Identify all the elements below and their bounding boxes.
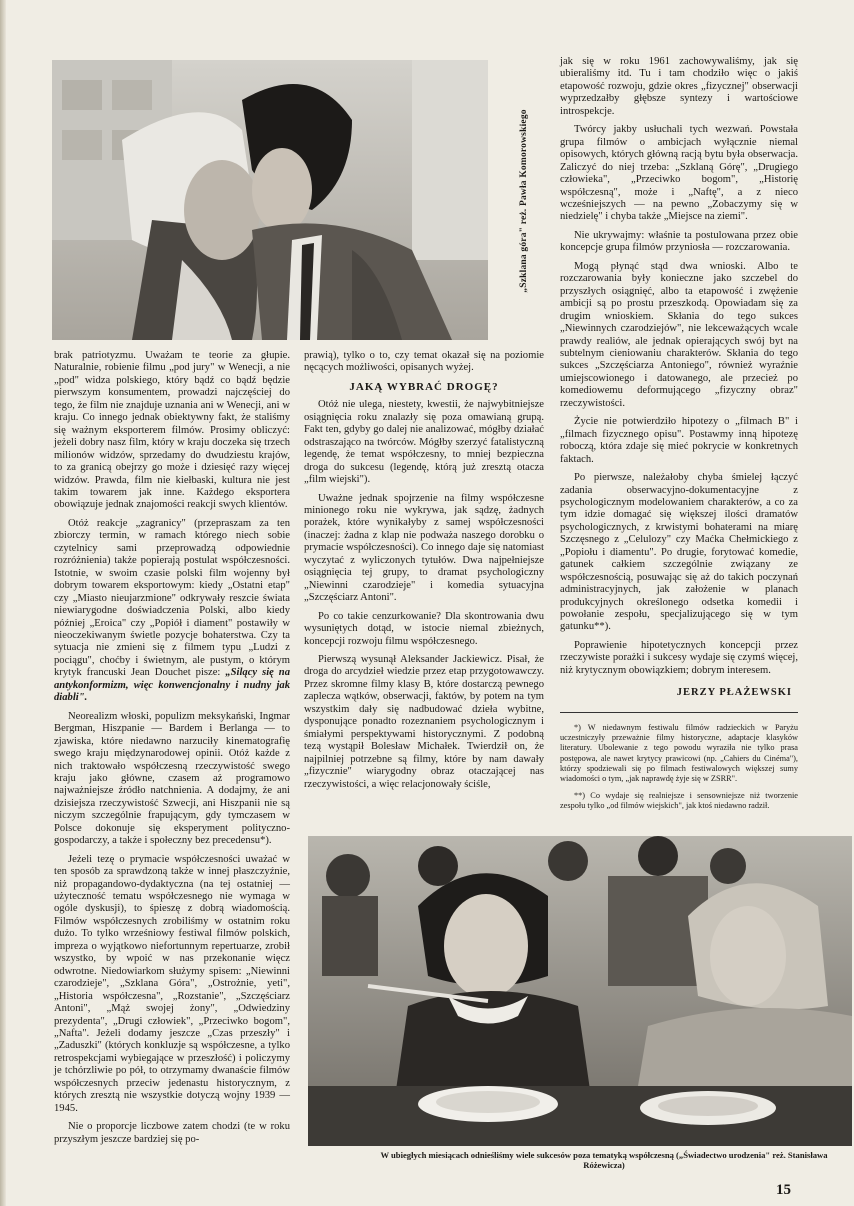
footnote-divider <box>560 712 798 713</box>
paragraph: prawią), tylko o to, czy temat okazał się na poziomie nęcących możliwości, opisanych wyżej. <box>304 350 544 374</box>
article-column-3 <box>560 56 798 817</box>
photo-bottom-caption: W ubiegłych miesiącach odnieśliśmy wiele sukcesów poza tematyką współczesną („Świadectwo urodzenia" reż. Stanisława Różewicza) <box>380 1150 828 1170</box>
quote: „Silący się na antykonformizm, więc konwencjonalny i nudny jak diabli". <box>54 667 290 704</box>
paragraph: Uważne jednak spojrzenie na filmy współczesne minionego roku nie wykrywa, jak sądzę, żadnych porażek, które wynikałyby z samej współczesności (inaczej: żadna z klap nie podważa naszego dorobku o prymacie współczesności). Co innego daje się natomiast wyczytać z wyliczonych tytułów. Dwa najpełniejsze osiągnięcia tej grupy, to dramat psychologiczny „Niewinni czarodzieje" i komedia sytuacyjna „Szczęściarz Antoni". <box>304 492 544 604</box>
paragraph: Nie o proporcje liczbowe zatem chodzi (te w roku przyszłym jeszcze bardziej się po- <box>54 1121 290 1145</box>
paragraph: Twórcy jakby usłuchali tych wezwań. Powstała grupa filmów o ambicjach wyłącznie niemal opisowych, których główną racją bytu była obserwacja. Zaliczyć do niej trzeba: „Szklaną Górę", „Drugiego człowieka", „Przeciwko bogom", „Historię współczesną", może i „Naftę", a z nieco wcześniejszych — na pewno „Zobaczymy się w niedzielę" i chyba także „Miejsce na ziemi". <box>560 124 798 223</box>
author-signature: JERZY PŁAŻEWSKI <box>676 687 792 699</box>
paragraph: Mogą płynąć stąd dwa wnioski. Albo te rozczarowania były konieczne jako szczebel do przyszłych osiągnięć, albo ta etapowość i zwężenie ambicji są po prostu przeszkodą. Opowiadam się za drugim wnioskiem. Skłania do tego sukces „Niewinnych czarodziejów", nie lekceważących wcale prawdy realiów, ale jednak opierających swój byt na subtelnym cieniowaniu charakterów. Skłania do tego sukces „Szczęściarza Antoniego", również wyraźnie umiejscowionego i datowanego, ale przecież po komediowemu deformującego „fizyczny obraz" rzeczywistości. <box>560 260 798 409</box>
photo-top-caption: „Szklana góra" reż. Pawła Komorowskiego <box>519 109 529 293</box>
paragraph: Po pierwsze, należałoby chyba śmielej łączyć zadania obserwacyjno-dokumentacyjne z psychologicznym modelowaniem charakterów, a co za tym idzie domagać się większej ilości dramatów psychologicznych, z krwistymi bohaterami na miarę Szczęsnego z „Celulozy" czy Maćka Chełmickiego z „Popiołu i diamentu". Po drugie, forytować komedie, gatunek całkiem szczególnie związany ze współczesnością, posuwając się aż do takich poczynań administracyjnych, jak założenie w planach produkcyjnych określonego odsetka komedii i powołanie zespołu, specjalizującego się w tym gatunku**). <box>560 472 798 633</box>
paragraph: brak patriotyzmu. Uważam te teorie za głupie. Naturalnie, robienie filmu „pod jury" w Wenecji, a nie „pod" widza polskiego, który bądź co bądź będzie pierwszym konsumentem, prowadzi najczęściej do tego, że film nie znajduje uznania ani w Wenecji, ani w kraju. Co innego jednak obiektywny fakt, że staliśmy się ważnym eksporterem filmów. Prosimy obliczyć: jeżeli dobry nasz film, który w kraju doczeka się trzech milionów widzów, sprzedamy do dwudziestu krajów, to za granicą obejrzy go może i dziesięć razy więcej widzów. Prawda, film nie kiełbaski, kultura nie jest takim towarem jak inne. Każdego eksportera obowiązuje jednak znajomości reakcji swych klientów. <box>54 350 290 511</box>
paragraph: Otóż reakcje „zagranicy" (przepraszam za ten zbiorczy termin, w ramach którego niech sobie czytelnicy sami przeprowadzą odpowiednie rozróżnienia) także popierają postulat współczesności. Istotnie, w swoim czasie polski film wojenny był dobrym towarem eksportowym: kiedy „Ostatni etap" czy „Miasto nieujarzmione" odkrywały reszcie świata niewiarygodne doświadczenia Polski, albo kiedy później „Eroica" czy „Popiół i diament" postawiły w nieoczekiwanym świetle pozycje bohaterstwa. Czy ta sytuacja nie zmieni się z filmem typu „Ludzi z pociągu", choćby i świetnym, ale pustym, o którym krytyk francuski Jean Douchet pisze: „Silący się na antykonformizm, więc konwencjonalny i nudny jak diabli". <box>54 517 290 704</box>
article-column-1 <box>54 350 290 1152</box>
paragraph: Poprawienie hipotetycznych koncepcji przez rzeczywiste porażki i sukcesy wydaje się czymś więcej, niż krytycznym obowiązkiem; dobrym interesem. <box>560 639 798 676</box>
article-column-2 <box>304 350 544 797</box>
footnote: *) W niedawnym festiwalu filmów radzieckich w Paryżu uczestniczyły przeważnie filmy historyczne, adaptacje klasyków literatury. Ubolewanie z tego powodu wyraziła nie tylko prasa postępowa, ale nawet krytycy prawicowi (np. „Cahiers du Cinéma"), którzy spodziewali się po filmach festiwalowych większej sumy wiadomości o tym, „jak naprawdę żyje się w ZSRR". <box>560 722 798 784</box>
page-edge <box>0 0 6 1206</box>
paragraph: Pierwszą wysunął Aleksander Jackiewicz. Pisał, że droga do arcydzieł wiedzie przez etap przygotowawczy. Przez skromne filmy klasy B, które dostarczą pewnego zaplecza wątków, obserwacji, faktów, by potem na tym wszystkim dały się nadbudować dzieła wybitne, dysponujące ponadto rozeznaniem psychologicznym i śmiałymi perspektywami historycznymi. Z podobną tezą wystąpił Bolesław Michałek. Twierdził on, że najpilniej potrzebne są filmy, które by nam dawały „fizycznie" wiarygodny obraz otaczającej nas rzeczywistości, a więc relacjonowały ściśle, <box>304 653 544 790</box>
paragraph: Życie nie potwierdziło hipotezy o „filmach B" i „filmach fizycznego opisu". Postawmy inną hipotezę roboczą, która zdaje się mieć pokrycie w konkretnych faktach. <box>560 416 798 465</box>
paragraph: jak się w roku 1961 zachowywaliśmy, jak się ubieraliśmy itd. Tu i tam chodziło więc o jakiś etapowość rozwoju, gdzie okres „fizycznej" obserwacji wyprzedzałby głębsze syntezy i wartościowe introspekcje. <box>560 56 798 117</box>
photo-couple-kiss <box>52 60 488 340</box>
paragraph: Otóż nie ulega, niestety, kwestii, że najwybitniejsze osiągnięcia roku znalazły się poza omawianą grupą. Fakt ten, gdyby go dalej nie analizować, mógłby działać odstraszająco na twórców. Mógłby szerzyć fatalistyczną legendę, że temat współczesny, to mniej bezpieczna droga do sukcesu (legendę, którą już zresztą otacza „film wiejski"). <box>304 399 544 486</box>
paragraph: Po co takie cenzurkowanie? Dla skontrowania dwu wysuniętych dotąd, w istocie niemal zbieżnych, koncepcji rozwoju filmu współczesnego. <box>304 610 544 647</box>
section-heading: JAKĄ WYBRAĆ DROGĘ? <box>349 380 499 393</box>
paragraph: Jeżeli tezę o prymacie współczesności uważać w ten sposób za sprawdzoną także w innej płaszczyźnie, niż propagandowo-dydaktyczna (na tej ostatniej — użyteczność tematu współczesnego nie wymaga w ogóle dyskusji), to śpieszę z dobrą wiadomością. Filmów współczesnych zrobiliśmy w ostatnim roku dużo. To tylko wrześniowy festiwal filmów polskich, impreza o wyjątkowo niefortunnym repertuarze, zrobił wszystko, by wpoić w nas przekonanie więcz odwrotne. Niedowiarkom służymy spisem: „Niewinni czarodzieje", „Szklana Góra", „Ostrożnie, yeti", „Historia współczesna", „Rozstanie", „Szczęściarz Antoni", „Mąż swojej żony", „Odwiedziny prezydenta", „Drugi człowiek", „Przeciwko bogom", „Nafta". Jeżeli dodamy jeszcze „Czas przeszły" i „Zaduszki" (których konkluzje są współczesne, a tylko retrospekcjami wybiegające w przeszłość) i policzymy je tchórzliwie po pół, to otrzymamy dwanaście filmów współczesnych przeciw jedenastu historycznym, z których zresztą nie wszystkie dotyczą wojny 1939 — 1945. <box>54 853 290 1114</box>
photo-schoolgirls-eating <box>308 836 852 1146</box>
paragraph: Neorealizm włoski, populizm meksykański, Ingmar Bergman, Hiszpanie — Bardem i Berlanga — to zjawiska, które niedawno narzuciły kinematografię swego kraju międzynarodowej opinii. Otóż każde z nich traktowało współczesną rzeczywistość swego kraju jako główne, czasem aż programowo najważniejsze źródło natchnienia. A dodajmy, że ani dzisiejsza rzeczywistość Szwecji, ani Hiszpanii nie są niczym szczególnie frapującym, gdy tymczasem w Polsce dokonuje się eksperyment polityczno-gospodarczy, a także i społeczny bez precedensu*). <box>54 710 290 847</box>
footnote: **) Co wydaje się realniejsze i sensowniejsze niż tworzenie zespołu tylko „od filmów wiejskich", jak ktoś niedawno radził. <box>560 790 798 810</box>
page-number: 15 <box>776 1182 791 1198</box>
paragraph: Nie ukrywajmy: właśnie ta postulowana przez obie koncepcje grupa filmów przyniosła — rozczarowania. <box>560 229 798 254</box>
